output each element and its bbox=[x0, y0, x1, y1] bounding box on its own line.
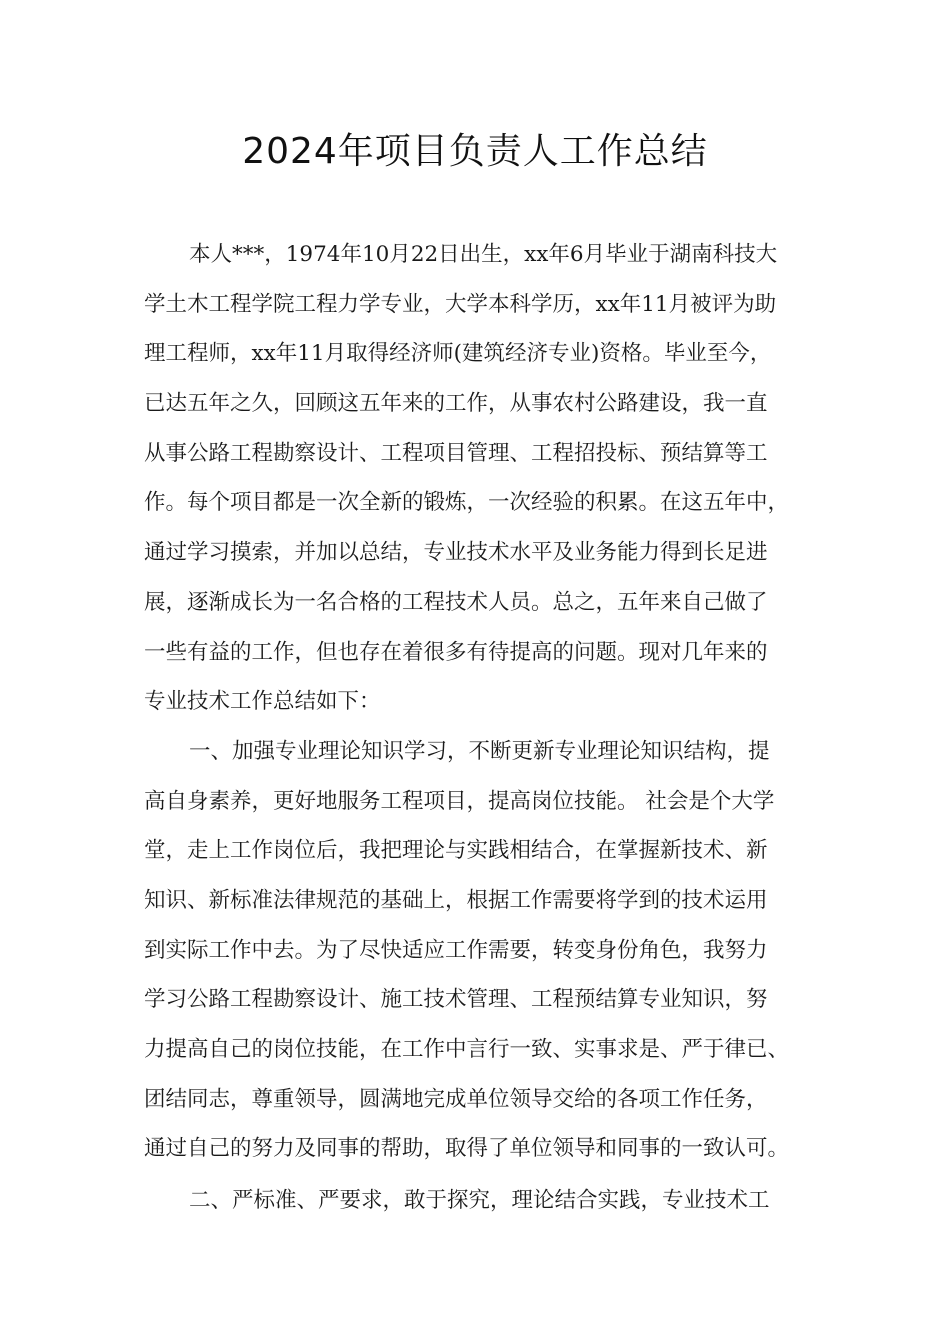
paragraph-line: 学土木工程学院工程力学专业，大学本科学历，xx年11月被评为助 bbox=[144, 291, 777, 317]
paragraph-line: 高自身素养，更好地服务工程项目，提高岗位技能。 社会是个大学 bbox=[144, 788, 775, 814]
paragraph-line: 到实际工作中去。为了尽快适应工作需要，转变身份角色，我努力 bbox=[144, 937, 768, 963]
paragraph-line: 本人***，1974年10月22日出生，xx年6月毕业于湖南科技大 bbox=[189, 242, 778, 267]
paragraph-line: 通过自己的努力及同事的帮助，取得了单位领导和同事的一致认可。 bbox=[144, 1136, 790, 1162]
paragraph-line: 一些有益的工作，但也存在着很多有待提高的问题。现对几年来的 bbox=[144, 639, 768, 665]
paragraph-line: 通过学习摸索，并加以总结，专业技术水平及业务能力得到长足进 bbox=[144, 540, 768, 566]
paragraph-line: 知识、新标准法律规范的基础上，根据工作需要将学到的技术运用 bbox=[144, 887, 768, 913]
document-title: 2024年项目负责人工作总结 bbox=[242, 131, 708, 172]
paragraph-line: 展，逐渐成长为一名合格的工程技术人员。总之，五年来自己做了 bbox=[144, 589, 768, 615]
paragraph-line: 力提高自己的岗位技能，在工作中言行一致、实事求是、严于律已、 bbox=[144, 1037, 790, 1062]
paragraph-line: 团结同志，尊重领导，圆满地完成单位领导交给的各项工作任务， bbox=[144, 1086, 768, 1112]
paragraph-line: 理工程师，xx年11月取得经济师(建筑经济专业)资格。毕业至今， bbox=[144, 341, 772, 367]
paragraph-line: 专业技术工作总结如下： bbox=[144, 689, 381, 715]
section-heading-line: 一、加强专业理论知识学习，不断更新专业理论知识结构，提 bbox=[189, 738, 770, 764]
paragraph-line: 作。每个项目都是一次全新的锻炼，一次经验的积累。在这五年中， bbox=[144, 490, 790, 516]
paragraph-line: 学习公路工程勘察设计、施工技术管理、工程预结算专业知识，努 bbox=[144, 987, 768, 1013]
paragraph-line: 已达五年之久，回顾这五年来的工作，从事农村公路建设，我一直 bbox=[144, 391, 768, 417]
document-body bbox=[144, 230, 824, 1226]
section-heading-line: 二、严标准、严要求，敢于探究，理论结合实践，专业技术工 bbox=[189, 1188, 770, 1214]
paragraph-line: 从事公路工程勘察设计、工程项目管理、工程招投标、预结算等工 bbox=[144, 440, 768, 466]
paragraph-line: 堂，走上工作岗位后，我把理论与实践相结合，在掌握新技术、新 bbox=[144, 838, 768, 864]
